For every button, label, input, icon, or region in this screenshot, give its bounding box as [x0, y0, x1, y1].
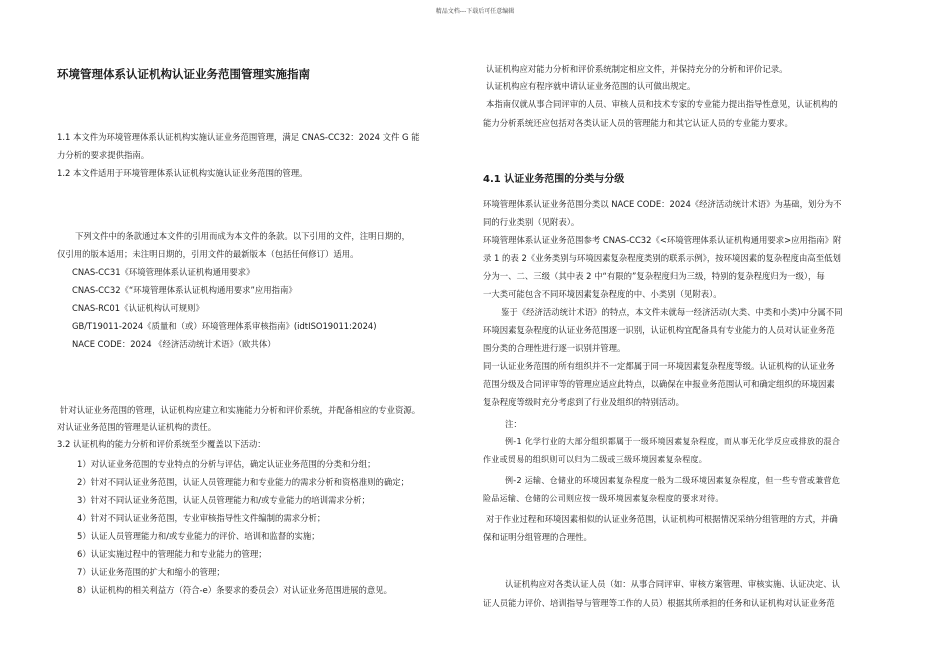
personnel-para-line-2: 证人员能力评价、培训指导与管理等工作的人员）根据其所承担的任务和认证机构对认证业务范 — [483, 598, 835, 608]
classification-line: 分为一、二、三级（其中表 2 中“有限的”复杂程度归为三级，特别的复杂程度归为一级），每 — [483, 271, 825, 281]
right-para-1: 认证机构应对能力分析和评价系统制定相应文件，并保持充分的分析和评价记录。 — [486, 64, 788, 74]
activity-item: 5）认证人员管理能力和/或专业能力的评价、培训和监督的实施； — [77, 531, 320, 541]
classification-line: 环境管理体系认证业务范围参考 CNAS-CC32《<环境管理体系认证机构通用要求>应用指南》附 — [483, 235, 842, 245]
classification-line: 范围分级及合同评审等的管理应适应此特点，以确保在申报业务范围认可和确定组织的环境因素 — [483, 379, 835, 389]
classification-line: 录 1 的表 2《业务类别与环境因素复杂程度类别的联系示例》，按环境因素的复杂程度由高至低划 — [483, 253, 841, 263]
activity-item: 1）对认证业务范围的专业特点的分析与评估，确定认证业务范围的分类和分组； — [77, 459, 376, 469]
page-header: 精品文档---下载后可任意编辑 — [435, 8, 515, 15]
classification-line: 鉴于《经济活动统计术语》的特点，本文件未就每一经济活动(大类、中类和小类)中分属不同 — [501, 307, 843, 317]
activity-item: 4）针对不同认证业务范围，专业审核指导性文件编制的需求分析； — [77, 513, 326, 523]
clause-1-1-line-1: 1.1 本文件为环境管理体系认证机构实施认证业务范围管理，满足 CNAS-CC32：2024 文件 G 能 — [57, 132, 420, 142]
right-para-2: 认证机构应有程序就申请认证业务范围的认可做出规定。 — [486, 81, 696, 91]
classification-line: 同的行业类别（见附表）。 — [483, 217, 580, 227]
classification-line: 环境管理体系认证业务范围分类以 NACE CODE：2024《经济活动统计术语》为基础，划分为不 — [483, 199, 842, 209]
activity-item: 6）认证实施过程中的管理能力和专业能力的管理； — [77, 549, 267, 559]
personnel-para-line-1: 认证机构应对各类认证人员（如：从事合同评审、审核方案管理、审核实施、认证决定、认 — [505, 579, 840, 589]
activity-item: 7）认证业务范围的扩大和缩小的管理； — [77, 567, 225, 577]
document-title: 环境管理体系认证机构认证业务范围管理实施指南 — [57, 67, 310, 81]
classification-line: 同一认证业务范围的所有组织并不一定都属于同一环境因素复杂程度等级。认证机构的认证业务 — [483, 361, 835, 371]
activity-item: 8）认证机构的相关利益方（符合-e）条要求的委员会）对认证业务范围进展的意见。 — [77, 585, 393, 595]
right-para-3-line-1: 本指南仅就从事合同评审的人员、审核人员和技术专家的专业能力提出指导性意见，认证机构的 — [486, 99, 838, 109]
references-intro-line-2: 仅引用的版本适用；未注明日期的，引用文件的最新版本（包括任何修订）适用。 — [57, 249, 359, 259]
clause-3-2: 3.2 认证机构的能力分析和评价系统至少覆盖以下活动： — [57, 439, 266, 449]
references-intro-line-1: 下列文件中的条款通过本文件的引用而成为本文件的条款。以下引用的文件，注明日期的， — [75, 231, 410, 241]
note-example-1-line-1: 例-1 化学行业的大部分组织都属于一级环境因素复杂程度，而从事无化学反应或排放的混合 — [505, 437, 841, 446]
note-example-1-line-2: 作业或贸易的组织则可以归为二级或三级环境因素复杂程度。 — [483, 455, 708, 464]
classification-line: 一大类可能包含不同环境因素复杂程度的中、小类别（见附表）。 — [483, 289, 722, 299]
grouping-para-line-2: 保和证明分组管理的合理性。 — [483, 532, 592, 542]
management-para-line-2: 对认证业务范围的管理是认证机构的责任。 — [57, 422, 217, 432]
clause-1-2: 1.2 本文件适用于环境管理体系认证机构实施认证业务范围的管理。 — [57, 168, 308, 178]
activity-item: 3）针对不同认证业务范围，认证人员管理能力和/或专业能力的培训需求分析； — [77, 495, 370, 505]
note-example-2-line-2: 险品运输、仓储的公司则应按一级环境因素复杂程度的要求对待。 — [483, 494, 724, 503]
activity-item: 2）针对不同认证业务范围，认证人员管理能力和专业能力的需求分析和资格准则的确定； — [77, 477, 409, 487]
reference-item: GB/T19011-2024《质量和（或）环境管理体系审核指南》(idtISO19011:2024) — [72, 321, 377, 331]
reference-item: CNAS-CC31《环境管理体系认证机构通用要求》 — [72, 267, 255, 277]
classification-line: 环境因素复杂程度的认证业务范围逐一识别，认证机构宜配备具有专业能力的人员对认证业务范 — [483, 325, 835, 335]
classification-line: 围分类的合理性进行逐一识别并管理。 — [483, 343, 626, 353]
note-label: 注： — [505, 419, 522, 429]
classification-line: 复杂程度等级时充分考虑到了行业及组织的特别活动。 — [483, 397, 684, 407]
section-heading-4-1: 4.1 认证业务范围的分类与分级 — [483, 174, 625, 185]
management-para-line-1: 针对认证业务范围的管理，认证机构应建立和实施能力分析和评价系统，并配备相应的专业资源。 — [60, 405, 421, 415]
note-example-2-line-1: 例-2 运输、仓储业的环境因素复杂程度一般为二级环境因素复杂程度，但一些专营或兼营危 — [505, 476, 841, 485]
clause-1-1-line-2: 力分析的要求提供指南。 — [57, 150, 150, 160]
right-para-3-line-2: 能力分析系统还应包括对各类认证人员的管理能力和其它认证人员的专业能力要求。 — [483, 118, 793, 128]
grouping-para-line-1: 对于作业过程和环境因素相似的认证业务范围，认证机构可根据情况采纳分组管理的方式，并确 — [486, 514, 838, 524]
reference-item: NACE CODE：2024 《经济活动统计术语》（欧共体） — [72, 339, 276, 349]
reference-item: CNAS-CC32《“环境管理体系认证机构通用要求”应用指南》 — [72, 285, 297, 295]
reference-item: CNAS-RC01《认证机构认可规则》 — [72, 303, 204, 313]
